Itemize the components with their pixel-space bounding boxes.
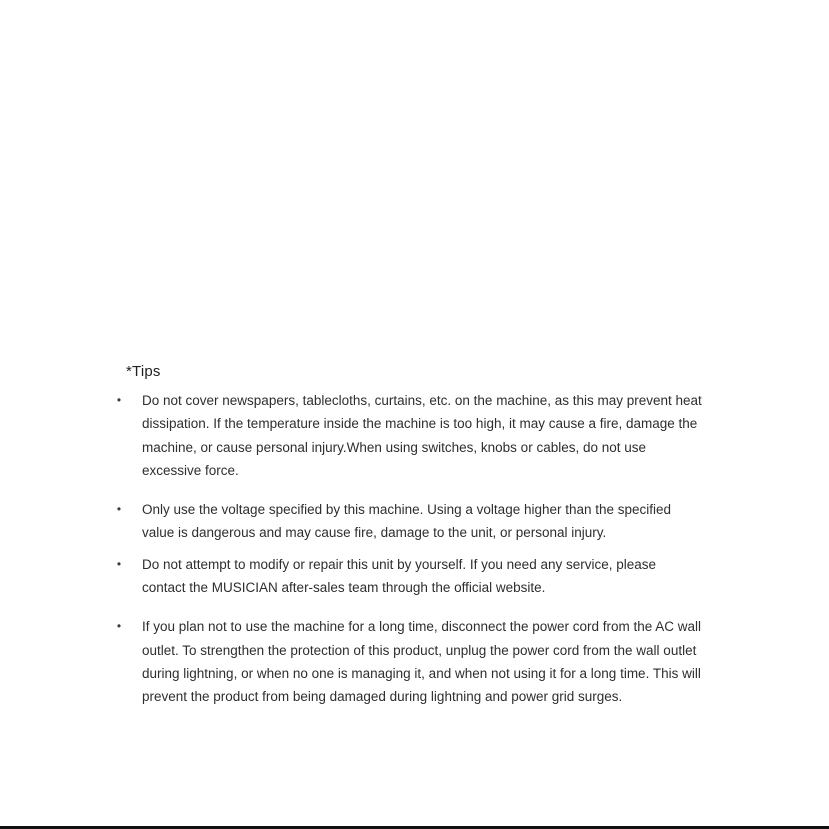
bullet-icon: • xyxy=(116,556,122,571)
tip-text: If you plan not to use the machine for a long time, disconnect the power cord from the AC wall outlet. To strengthen the protection of this product, unplug the power cord from the wall outlet during lightning, or when no one is managing it, and when not using it for a long time. This will prevent the product from being damaged during lightning and power grid surges. xyxy=(142,619,702,705)
tips-heading: *Tips xyxy=(126,363,161,380)
bullet-icon: • xyxy=(116,619,122,634)
tip-text: Do not attempt to modify or repair this unit by yourself. If you need any service, please contact the MUSICIAN after-sales team through the official website. xyxy=(142,556,657,596)
tip-item-repair xyxy=(112,553,702,600)
tip-item-voltage xyxy=(112,498,702,545)
bullet-icon: • xyxy=(116,393,122,407)
tip-item-heat-dissipation xyxy=(112,389,702,482)
tip-item-power-cord xyxy=(112,615,702,708)
tip-text: Do not cover newspapers, tablecloths, curtains, etc. on the machine, as this may prevent heat dissipation. If the temperature inside the machine is too high, it may cause a fire, damage the machine, or cause personal injury.When using switches, knobs or cables, do not use excessive force. xyxy=(142,393,702,478)
tip-text: Only use the voltage specified by this machine. Using a voltage higher than the specified value is dangerous and may cause fire, damage to the unit, or personal injury. xyxy=(142,502,672,541)
tips-list xyxy=(112,389,702,709)
bullet-icon: • xyxy=(116,502,122,517)
